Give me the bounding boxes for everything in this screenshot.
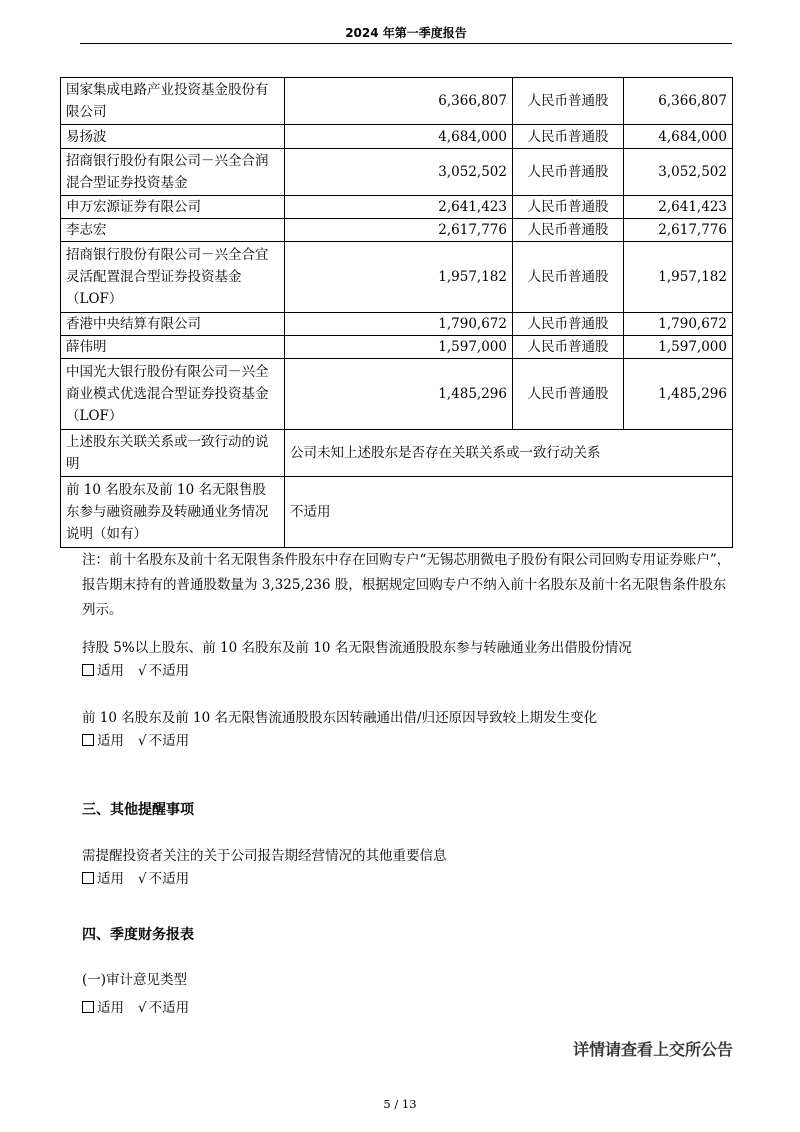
watermark: 详情请查看上交所公告 [573,1040,734,1059]
applicable-label: 适用 [97,663,124,679]
table-row [61,196,733,219]
table-row [61,359,733,430]
header-rule [80,43,732,44]
not-applicable-label: 不适用 [148,663,190,679]
table-row [61,477,733,548]
holder-name: 薛伟明 [61,336,285,359]
section-title: 三、其他提醒事项 [82,802,194,818]
para-other-info: 需提醒投资者关注的关于公司报告期经营情况的其他重要信息 [82,848,447,864]
holder-qty: 2,617,776 [285,219,513,242]
holder-qty: 4,684,000 [285,125,513,149]
share-count: 3,052,502 [624,149,733,196]
share-type: 人民币普通股 [513,242,624,313]
not-applicable-label: 不适用 [148,733,190,749]
share-count: 2,641,423 [624,196,733,219]
share-type: 人民币普通股 [513,196,624,219]
checkbox-icon [82,872,94,884]
holder-qty: 1,790,672 [285,313,513,336]
section-title: 四、季度财务报表 [82,927,194,943]
not-applicable-label: 不适用 [148,1000,190,1016]
checkbox-icon [82,1001,94,1013]
holder-qty: 3,052,502 [285,149,513,196]
share-type: 人民币普通股 [513,359,624,430]
checkmark-icon: √ [138,871,147,887]
table-row [61,219,733,242]
share-count: 1,957,182 [624,242,733,313]
share-count: 1,597,000 [624,336,733,359]
share-count: 1,485,296 [624,359,733,430]
share-type: 人民币普通股 [513,125,624,149]
share-type: 人民币普通股 [513,313,624,336]
buyback-note: 注：前十名股东及前十名无限售条件股东中存在回购专户“无锡芯朋微电子股份有限公司回购专用证券账户”，报告期末持有的普通股数量为 3,325,236 股，根据规定回购专户不纳入前十名股东及前十名无限售条件股东列示。 [82,552,731,618]
table-row [61,430,733,477]
share-type: 人民币普通股 [513,149,624,196]
applicable-label: 适用 [97,871,124,887]
not-applicable-label: 不适用 [148,871,190,887]
option-line [82,659,189,683]
holder-name: 香港中央结算有限公司 [61,313,285,336]
relation-label: 上述股东关联关系或一致行动的说明 [61,430,285,477]
holder-name: 招商银行股份有限公司－兴全合宜灵活配置混合型证券投资基金（LOF） [61,242,285,313]
table-row [61,125,733,149]
holder-qty: 1,597,000 [285,336,513,359]
applicable-label: 适用 [97,1000,124,1016]
share-type: 人民币普通股 [513,336,624,359]
page-number: 5 / 13 [383,1097,417,1111]
holder-name: 中国光大银行股份有限公司－兴全商业模式优选混合型证券投资基金（LOF） [61,359,285,430]
table-row [61,313,733,336]
holder-name: 李志宏 [61,219,285,242]
margin-label: 前 10 名股东及前 10 名无限售股东参与融资融券及转融通业务情况说明（如有） [61,477,285,548]
table-row [61,78,733,125]
holder-name: 申万宏源证券有限公司 [61,196,285,219]
para-audit-type: (一)审计意见类型 [82,972,188,988]
report-header: 2024 年第一季度报告 [345,26,467,40]
checkmark-icon: √ [138,663,147,679]
checkbox-icon [82,734,94,746]
holder-qty: 1,485,296 [285,359,513,430]
checkmark-icon: √ [138,1000,147,1016]
holder-name: 招商银行股份有限公司－兴全合润混合型证券投资基金 [61,149,285,196]
para-lending: 持股 5%以上股东、前 10 名股东及前 10 名无限售流通股股东参与转融通业务出借股份情况 [82,640,632,656]
margin-value: 不适用 [285,477,733,548]
holder-name: 国家集成电路产业投资基金股份有限公司 [61,78,285,125]
holder-qty: 1,957,182 [285,242,513,313]
checkmark-icon: √ [138,733,147,749]
share-count: 1,790,672 [624,313,733,336]
holder-qty: 2,641,423 [285,196,513,219]
share-type: 人民币普通股 [513,219,624,242]
para-change: 前 10 名股东及前 10 名无限售流通股股东因转融通出借/归还原因导致较上期发生变化 [82,710,598,726]
table-row [61,149,733,196]
option-line [82,996,189,1020]
option-line [82,867,189,891]
table-row [61,336,733,359]
share-count: 2,617,776 [624,219,733,242]
holder-name: 易扬波 [61,125,285,149]
share-count: 6,366,807 [624,78,733,125]
share-count: 4,684,000 [624,125,733,149]
relation-value: 公司未知上述股东是否存在关联关系或一致行动关系 [285,430,733,477]
shareholder-table [60,77,733,548]
option-line [82,729,189,753]
applicable-label: 适用 [97,733,124,749]
checkbox-icon [82,664,94,676]
table-row [61,242,733,313]
holder-qty: 6,366,807 [285,78,513,125]
share-type: 人民币普通股 [513,78,624,125]
